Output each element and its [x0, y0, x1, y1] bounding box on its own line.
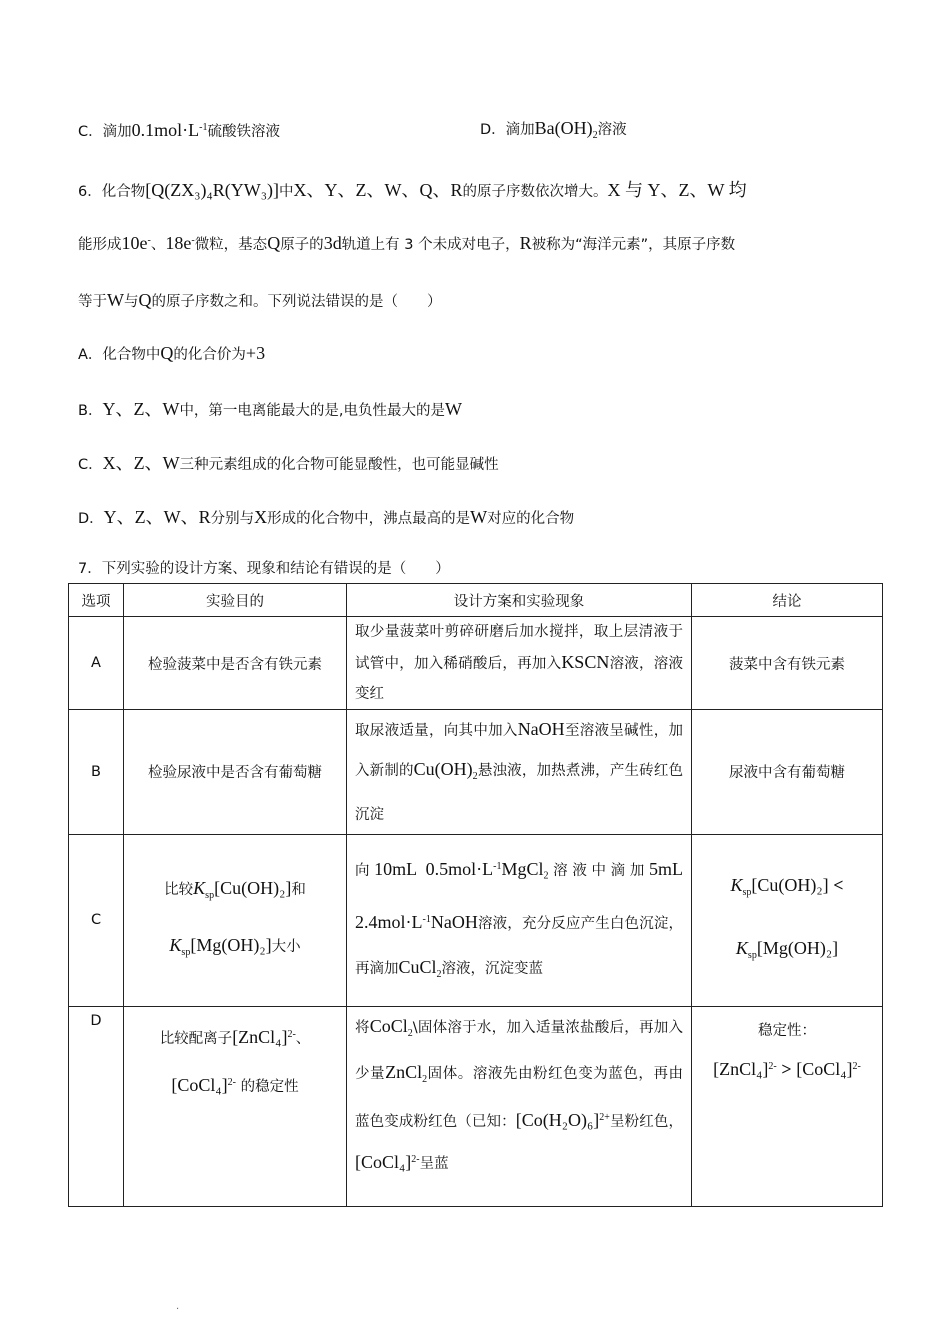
q6-stem-line3: 等于W与Q的原子序数之和。下列说法错误的是（ ）	[78, 290, 442, 310]
row-d-purpose: 比较配离子[ZnCl₄]$^{2-}$、 [CoCl₄]$^{2-}$ 的稳定性	[124, 1006, 347, 1206]
header-option: 选项	[69, 584, 124, 617]
table-header-row	[69, 584, 883, 617]
row-a-option: A	[69, 617, 124, 710]
row-c-conclusion: $K_{sp}[Cu(OH)_2]$ < $K_{sp}[Mg(OH)_2]$	[692, 834, 883, 1006]
q6-option-a: A．化合物中Q的化合价为+3	[78, 343, 266, 363]
row-c-option: C	[69, 834, 124, 1006]
row-a-conclusion: 菠菜中含有铁元素	[692, 617, 883, 710]
q6-compound-formula: [Q(ZX₃)₄R(YW₃)]	[145, 180, 280, 200]
row-d-option: D	[69, 1006, 124, 1206]
q6-stem-line1: 6．化合物[Q(ZX₃)₄R(YW₃)]中X、Y、Z、W、Q、R的原子序数依次增大。X 与 Y、Z、W 均	[78, 180, 747, 200]
q6-option-d: D．Y、Z、W、R分别与X形成的化合物中，沸点最高的是W对应的化合物	[78, 507, 575, 527]
header-purpose: 实验目的	[124, 584, 347, 617]
row-c-purpose: 比较$K_{sp}[Cu(OH)_2]$和 $K_{sp}[Mg(OH)_2]$大小	[124, 834, 347, 1006]
q5-option-c: C．滴加$0.1mol\cdot L^{-1}$硫酸铁溶液	[78, 120, 280, 140]
table-row-d	[69, 1006, 883, 1206]
q6-option-b: B．Y、Z、W中，第一电离能最大的是,电负性最大的是W	[78, 399, 463, 419]
row-a-design: 取少量菠菜叶剪碎研磨后加水搅拌，取上层清液于试管中，加入稀硝酸后，再加入KSCN溶液，溶液变红	[347, 617, 692, 710]
row-d-conclusion: 稳定性： [ZnCl₄]$^{2-}$ > [CoCl₄]$^{2-}$	[692, 1006, 883, 1206]
header-design: 设计方案和实验现象	[347, 584, 692, 617]
table-row-a	[69, 617, 883, 710]
row-b-option: B	[69, 710, 124, 835]
row-d-design: 将CoCl$_2$\固体溶于水，加入适量浓盐酸后，再加入少量ZnCl$_2$固体。溶液先由粉红色变为蓝色，再由蓝色变成粉红色（已知：$[Co(H_2O)_6]^{2+}$呈粉红色，[CoCl₄]$^{2-}$呈蓝	[347, 1006, 692, 1206]
table-row-b	[69, 710, 883, 835]
footer-mark: .	[176, 1301, 180, 1312]
experiment-table	[68, 583, 883, 1207]
row-b-purpose: 检验尿液中是否含有葡萄糖	[124, 710, 347, 835]
q6-stem-line2: 能形成10e-、18e-微粒，基态Q原子的3d轨道上有 3 个未成对电子，R被称为“海洋元素”，其原子序数	[78, 233, 736, 253]
q7-stem: 7．下列实验的设计方案、现象和结论有错误的是（ ）	[78, 561, 450, 577]
header-conclusion: 结论	[692, 584, 883, 617]
row-b-design: 取尿液适量，向其中加入NaOH至溶液呈碱性，加入新制的$Cu(OH)_2$悬浊液，加热煮沸，产生砖红色沉淀	[347, 710, 692, 835]
row-b-conclusion: 尿液中含有葡萄糖	[692, 710, 883, 835]
q5-option-d: D．滴加$Ba(OH)_2$溶液	[480, 118, 627, 141]
row-a-purpose: 检验菠菜中是否含有铁元素	[124, 617, 347, 710]
q6-option-c: C．X、Z、W三种元素组成的化合物可能显酸性，也可能显碱性	[78, 453, 499, 473]
row-c-design: 向10mL $0.5mol\cdot L^{-1}MgCl_2$溶液中滴加5mL $2.4mol\cdot L^{-1}NaOH$溶液，充分反应产生白色沉淀，再滴加CuCl$_2$溶液，沉淀变蓝	[347, 834, 692, 1006]
table-row-c	[69, 834, 883, 1006]
